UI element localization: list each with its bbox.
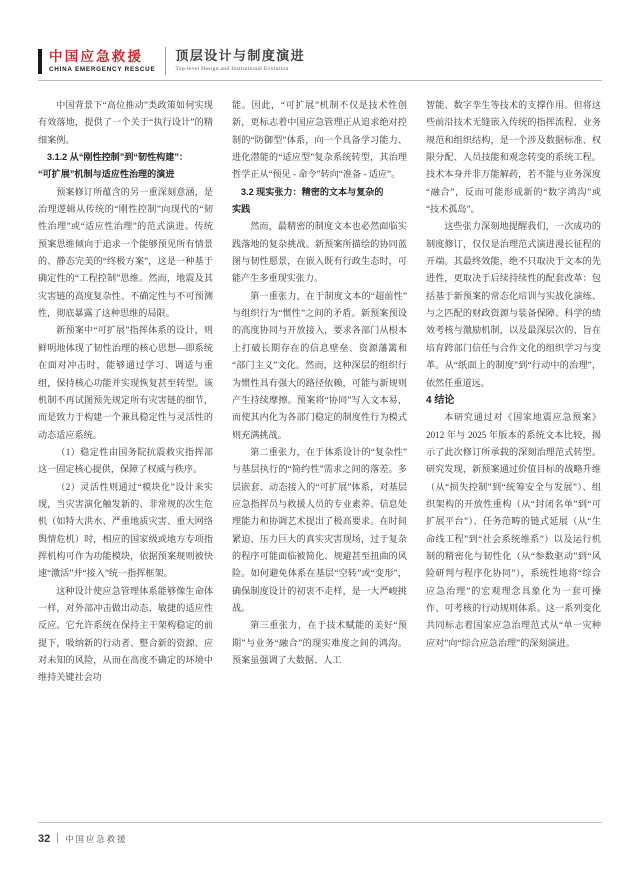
paragraph: 中国背景下“高位推动”类政策如何实现有效落地，提供了一个关于“执行设计”的精细案例。 (38, 100, 213, 145)
column-right (426, 97, 601, 787)
section-title-en: Top-level Design and Institutional Evolution (175, 66, 289, 73)
footer-divider (57, 833, 58, 843)
paragraph: 第三重张力，在于技术赋能的美好“预期”与业务“融合”的现实难度之间的鸿沟。预案虽强调了大数据、人工 (232, 620, 407, 665)
heading-3-1-2-line1: 3.1.2 从“刚性控制”到“韧性构建”： (47, 152, 188, 163)
paragraph: 本研究通过对《国家地震应急预案》2012 年与 2025 年版本的系统文本比较，揭示了此次修订所承载的深刻治理范式转型。研究发现，新预案通过价值目标的战略升维（从“损失控制”到“统筹安全与发展”）、组织架构的开放性重构（从“封闭名单”到“可扩展平台”）、任务范畴的链式延展（从“生命线工程”到“社会系统维系”）以及运行机制的精密化与韧性化（从“参数驱动”到“风险研判与程序化协同”），系统性地将“综合应急治理”的宏观理念具象化为一套可操作、可考核的行动规则体系。这一系列变化共同标志着国家应急治理范式从“单一灾种应对”向“综合应急治理”的深刻演进。 (426, 412, 601, 648)
article-columns (38, 97, 602, 787)
paragraph: 第一重张力，在于制度文本的“超前性”与组织行为“惯性”之间的矛盾。新预案预设的高度协同与开放接入，要求各部门从根本上打破长期存在的信息壁垒、资源藩篱和“部门主义”文化。然而，这种深层的组织行为惯性具有强大的路径依赖，可能与新规则产生持续摩擦。预案将“协同”写入文本易，而使其内化为各部门稳定的制度性行为模式则充满挑战。 (232, 290, 407, 440)
heading-4-conclusion: 4 结论 (426, 394, 455, 406)
heading-3-2-line2: 实践 (232, 204, 251, 215)
paragraph: 智能、数字孪生等技术的支撑作用。但将这些前沿技术无缝嵌入传统的指挥流程、业务规范和组织结构，是一个涉及数据标准、权限分配、人员技能和观念转变的系统工程。技术本身并非万能解药，若不能与业务深度“融合”，反而可能形成新的“数字鸿沟”或“技术孤岛”。 (426, 100, 601, 215)
journal-brand-en: CHINA EMERGENCY RESCUE (49, 65, 156, 73)
column-left (38, 97, 213, 787)
paragraph: 然而，最精密的制度文本也必然面临实践落地的复杂挑战。新预案所描绘的协同蓝图与韧性愿景，在嵌入既有行政生态时，可能产生多重现实张力。 (232, 221, 407, 284)
running-head (38, 44, 602, 78)
column-middle (232, 97, 407, 787)
paragraph: 新预案中“可扩展”指挥体系的设计，则鲜明地体现了韧性治理的核心思想—即系统在面对冲击时，能够通过学习、调适与重组，保持核心功能并实现恢复甚至转型。该机制不再试图预先规定所有灾害链的细节，而是致力于构建一个兼具稳定性与灵活性的动态适应系统。 (38, 325, 213, 440)
page-footer (38, 832, 128, 845)
heading-3-1-2-line2: “可扩展”机制与适应性治理的演进 (38, 169, 175, 180)
heading-3-2-line1: 3.2 现实张力：精密的文本与复杂的 (241, 186, 384, 197)
paragraph: 预案修订所蕴含的另一重深刻意涵，是治理逻辑从传统的“刚性控制”向现代的“韧性治理”或“适应性治理”的范式演进。传统预案思维倾向于追求一个能够预见所有情景的、静态完美的“终极方案”，这是一种基于确定性的“工程控制”思维。然而，地震及其灾害链的高度复杂性、不确定性与不可预测性，彻底暴露了这种思维的局限。 (38, 186, 213, 319)
footer-rule (38, 822, 602, 823)
section-title-block (175, 49, 305, 73)
paragraph: 第二重张力，在于体系设计的“复杂性”与基层执行的“简约性”需求之间的落差。多层嵌套、动态接入的“可扩展”体系，对基层应急指挥员与救援人员的专业素养、信息处理能力和协调艺术提出了极高要求。在时间紧迫、压力巨大的真实灾害现场，过于复杂的程序可能面临被简化、规避甚至扭曲的风险。如何避免体系在基层“空转”或“变形”，确保制度设计的初衷不走样，是一大严峻挑战。 (232, 446, 407, 613)
paragraph: 能。因此，“可扩展”机制不仅是技术性创新，更标志着中国应急管理正从追求绝对控制的“防御型”体系，向一个具备学习能力、进化潜能的“适应型”复杂系统转型，其治理哲学正从“预见 - 命令”转向“准备 - 适应”。 (232, 100, 407, 180)
section-title-cn: 顶层设计与制度演进 (175, 47, 306, 63)
paragraph: （2）灵活性则通过“模块化”设计来实现，当灾害演化触发新的、非常规的次生危机（如特大洪水、严重地质灾害、重大网络舆情危机）时，相应的国家级或地方专项指挥机构可作为功能模块，依据预案规则被快速“激活”并“接入”统一指挥框架。 (38, 481, 213, 579)
journal-brand (49, 49, 155, 74)
page-number: 32 (38, 833, 51, 845)
paragraph: （1）稳定性由国务院抗震救灾指挥部这一固定核心提供，保障了权威与秩序。 (38, 446, 213, 475)
journal-brand-cn: 中国应急救援 (49, 48, 144, 64)
running-head-divider (165, 47, 166, 75)
running-head-rule (38, 80, 602, 81)
footer-journal-name: 中国应急救援 (65, 834, 128, 844)
paragraph: 这种设计使应急管理体系能够像生命体一样，对外部冲击做出动态、敏捷的适应性反应。它允许系统在保持主干架构稳定的前提下，吸纳新的行动者、整合新的资源、应对未知的风险，从而在高度不确定的环境中维持关键社会功 (38, 585, 213, 683)
paragraph: 这些张力深刻地提醒我们，一次成功的制度修订，仅仅是治理范式演进漫长征程的开端。其最终效能，绝不只取决于文本的先进性，更取决于后续持续性的配套改革：包括基于新预案的常态化培训与实战化演练、与之匹配的财政资源与装备保障、科学的绩效考核与激励机制，以及最深层次的、旨在培育跨部门信任与合作文化的组织学习与变革。从“纸面上的制度”到“行动中的治理”，依然任重道远。 (426, 221, 601, 388)
brand-accent-bar (38, 49, 42, 74)
